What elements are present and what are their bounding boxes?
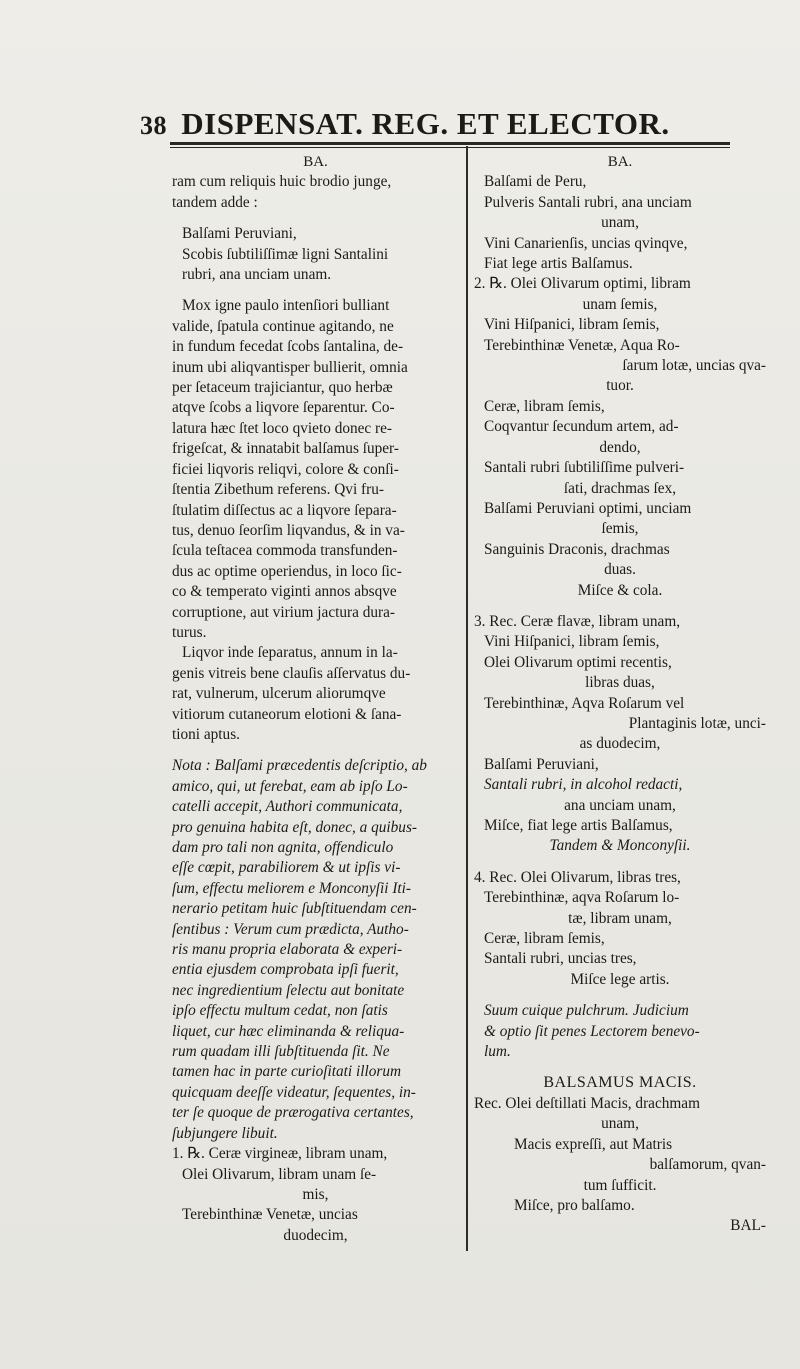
nota-line: nerario petitam huic ſubſtituendam cen-	[172, 900, 417, 918]
recipe-line: Santali rubri ſubtiliſſime pulveri-	[484, 459, 685, 477]
recipe-line: duas.	[604, 561, 636, 579]
text-line: valide, ſpatula continue agitando, ne	[172, 317, 394, 335]
recipe-line: 3. Rec. Ceræ flavæ, libram unam,	[474, 612, 681, 630]
text-line: tus, denuo ſeorſim liqvandus, & in va-	[172, 521, 405, 539]
text-line: per ſetaceum trajiciantur, quo herbæ	[172, 379, 393, 397]
spacer	[172, 745, 459, 756]
recipe-line: Sanguinis Draconis, drachmas	[484, 540, 670, 558]
text-line: Mox igne paulo intenſiori bulliant	[182, 297, 390, 315]
judgment-line: & optio ſit penes Lectorem benevo-	[484, 1022, 700, 1040]
column-head-left: BA.	[303, 154, 328, 170]
recipe-line: Terebinthinæ Venetæ, uncias	[182, 1206, 358, 1224]
nota-line: Nota : Balſami præcedentis deſcriptio, ab	[172, 757, 427, 775]
recipe-line: Vini Hiſpanici, libram ſemis,	[484, 633, 660, 651]
text-line: corruptione, aut virium jactura dura-	[172, 603, 395, 621]
text-line: Liqvor inde ſeparatus, annum in la-	[182, 644, 398, 662]
text-line: in fundum fecedat ſcobs ſantalina, de-	[172, 338, 404, 356]
text-line: ſcula teſtacea commoda transfunden-	[172, 542, 398, 560]
text-line: ficiei liqvoris reliqvi, colore & conſi-	[172, 460, 399, 478]
text-line: latura hæc ſtet loco qvieto donec re-	[172, 419, 393, 437]
spacer	[474, 990, 766, 1001]
right-column	[474, 152, 766, 1237]
recipe-line: unam ſemis,	[582, 295, 658, 313]
recipe-line: Terebinthinæ Venetæ, Aqua Ro-	[484, 336, 680, 354]
text-line: co & temperato viginti annos absqve	[172, 583, 397, 601]
catchword: BAL-	[730, 1217, 766, 1235]
recipe-line: Santali rubri, in alcohol redacti,	[484, 776, 683, 794]
recipe-line: dendo,	[599, 438, 641, 456]
recipe-line: Olei Olivarum optimi recentis,	[484, 653, 672, 671]
nota-line: nec ingredientium ſelectu aut bonitate	[172, 981, 405, 999]
recipe-line: ſemis,	[601, 520, 639, 538]
nota-line: amico, qui, ut ferebat, eam ab ipſo Lo-	[172, 777, 408, 795]
nota-line: ſum, effectu meliorem e Monconyſii Iti-	[172, 879, 412, 897]
recipe-line: unam,	[601, 1115, 639, 1133]
nota-line: entia ejusdem comprobata ipſi fuerit,	[172, 961, 399, 979]
recipe-line: tum ſufficit.	[583, 1176, 657, 1194]
nota-line: ſentibus : Verum cum prædicta, Autho-	[172, 920, 409, 938]
recipe-line: Tandem & Monconyſii.	[549, 837, 691, 855]
judgment-line: lum.	[484, 1043, 511, 1061]
text-line: tioni aptus.	[172, 725, 240, 743]
recipe-line: Balſami Peruviani optimi, unciam	[484, 499, 692, 517]
recipe-line: mis,	[302, 1185, 329, 1203]
nota-line: liquet, cur hæc eliminanda & reliqua-	[172, 1022, 405, 1040]
column-head-right: BA.	[607, 154, 633, 170]
spacer	[172, 285, 459, 296]
text-line: dus ac optime operiendus, in loco ſic-	[172, 562, 402, 580]
recipe-line: Miſce, fiat lege artis Balſamus,	[484, 817, 673, 834]
recipe-line: Miſce & cola.	[577, 581, 663, 599]
recipe-line: Ceræ, libram ſemis,	[484, 397, 605, 415]
spacer	[474, 601, 766, 612]
page-number: 38	[140, 111, 167, 140]
running-head	[140, 106, 760, 146]
text-line: genis vitreis bene clauſis aſſervatus du-	[172, 664, 411, 682]
nota-line: eſſe cœpit, parabiliorem & ut ipſis vi-	[172, 859, 401, 877]
nota-line: pro genuina habita eſt, donec, a quibus-	[172, 818, 418, 836]
recipe-line: Plantaginis lotæ, unci-	[628, 714, 766, 732]
text-line: Balſami de Peru,	[484, 173, 587, 191]
recipe-line: 2. ℞. Olei Olivarum optimi, libram	[474, 275, 691, 293]
recipe-line: 1. ℞. Ceræ virgineæ, libram unam,	[172, 1145, 388, 1163]
text-line: Vini Canarienſis, uncias qvinqve,	[484, 234, 688, 252]
recipe-line: ſarum lotæ, uncias qva-	[622, 357, 766, 375]
judgment-line: Suum cuique pulchrum. Judicium	[484, 1002, 689, 1020]
recipe-line: libras duas,	[585, 674, 655, 692]
text-line: ram cum reliquis huic brodio junge,	[172, 173, 392, 191]
recipe-line: Terebinthinæ, Aqva Roſarum vel	[484, 694, 685, 712]
nota-line: ſubjungere libuit.	[172, 1124, 278, 1142]
text-line: rat, vulnerum, ulcerum aliorumqve	[172, 685, 386, 703]
recipe-line: 4. Rec. Olei Olivarum, libras tres,	[474, 868, 681, 886]
text-line: atqve ſcobs a liqvore ſeparentur. Co-	[172, 399, 395, 417]
recipe-line: tæ, libram unam,	[568, 909, 672, 927]
nota-line: quicquam deeſſe videatur, ſequentes, in-	[172, 1083, 416, 1101]
text-line: unam,	[601, 214, 639, 232]
spacer	[474, 857, 766, 868]
left-column	[172, 152, 459, 1246]
text-line: rubri, ana unciam unam.	[182, 266, 332, 284]
recipe-line: Miſce, pro balſamo.	[514, 1196, 635, 1214]
nota-line: ris manu propria elaborata & experi-	[172, 941, 403, 959]
spacer	[474, 1062, 766, 1073]
header-rule-thin	[170, 147, 730, 148]
recipe-line: balſamorum, qvan-	[649, 1156, 766, 1174]
section-title: BALSAMUS MACIS.	[543, 1074, 697, 1092]
recipe-line: Macis expreſſi, aut Matris	[514, 1135, 673, 1153]
text-line: tandem adde :	[172, 193, 258, 211]
recipe-line: Rec. Olei deſtillati Macis, drachmam	[474, 1094, 700, 1112]
page-title: DISPENSAT. REG. ET ELECTOR.	[181, 106, 670, 141]
text-line: Scobis ſubtiliſſimæ ligni Santalini	[182, 245, 389, 263]
nota-line: tamen hac in parte curioſitati illorum	[172, 1063, 402, 1081]
recipe-line: as duodecim,	[579, 735, 661, 753]
text-line: Fiat lege artis Balſamus.	[484, 255, 633, 273]
text-line: Balſami Peruviani,	[182, 225, 297, 243]
recipe-line: Ceræ, libram ſemis,	[484, 930, 605, 948]
nota-line: rum quadam illi ſubſtituenda ſit. Ne	[172, 1043, 390, 1061]
nota-line: ter ſe quoque de prærogativa certantes,	[172, 1104, 414, 1122]
nota-line: ipſo effectu multum cedat, non ſatis	[172, 1002, 388, 1020]
recipe-line: Miſce lege artis.	[570, 970, 670, 988]
recipe-line: Terebinthinæ, aqva Roſarum lo-	[484, 889, 680, 907]
header-rule-thick	[170, 142, 730, 145]
recipe-line: ana unciam unam,	[564, 796, 676, 814]
recipe-line: Olei Olivarum, libram unam ſe-	[182, 1165, 377, 1183]
recipe-line: duodecim,	[283, 1226, 348, 1244]
text-line: ſtentia Zibethum referens. Qvi fru-	[172, 481, 384, 499]
text-line: inum ubi aliqvantisper bullierit, omnia	[172, 358, 408, 376]
recipe-line: Balſami Peruviani,	[484, 755, 599, 773]
recipe-line: Vini Hiſpanici, libram ſemis,	[484, 316, 660, 334]
recipe-line: ſati, drachmas ſex,	[563, 479, 677, 497]
text-line: Pulveris Santali rubri, ana unciam	[484, 193, 692, 211]
text-line: turus.	[172, 623, 207, 641]
column-divider	[466, 146, 468, 1251]
spacer	[172, 213, 459, 224]
text-line: frigeſcat, & innatabit balſamus ſuper-	[172, 440, 399, 458]
nota-line: catelli accepit, Authori communicata,	[172, 798, 403, 816]
recipe-line: tuor.	[606, 377, 634, 395]
text-line: ſtulatim diſſectus ac a liqvore ſepara-	[172, 501, 397, 519]
recipe-line: Santali rubri, uncias tres,	[484, 950, 637, 968]
recipe-line: Coqvantur ſecundum artem, ad-	[484, 418, 679, 436]
text-line: vitiorum cutaneorum elotioni & ſana-	[172, 705, 402, 723]
nota-line: dam pro tali non agnita, offendiculo	[172, 839, 394, 856]
